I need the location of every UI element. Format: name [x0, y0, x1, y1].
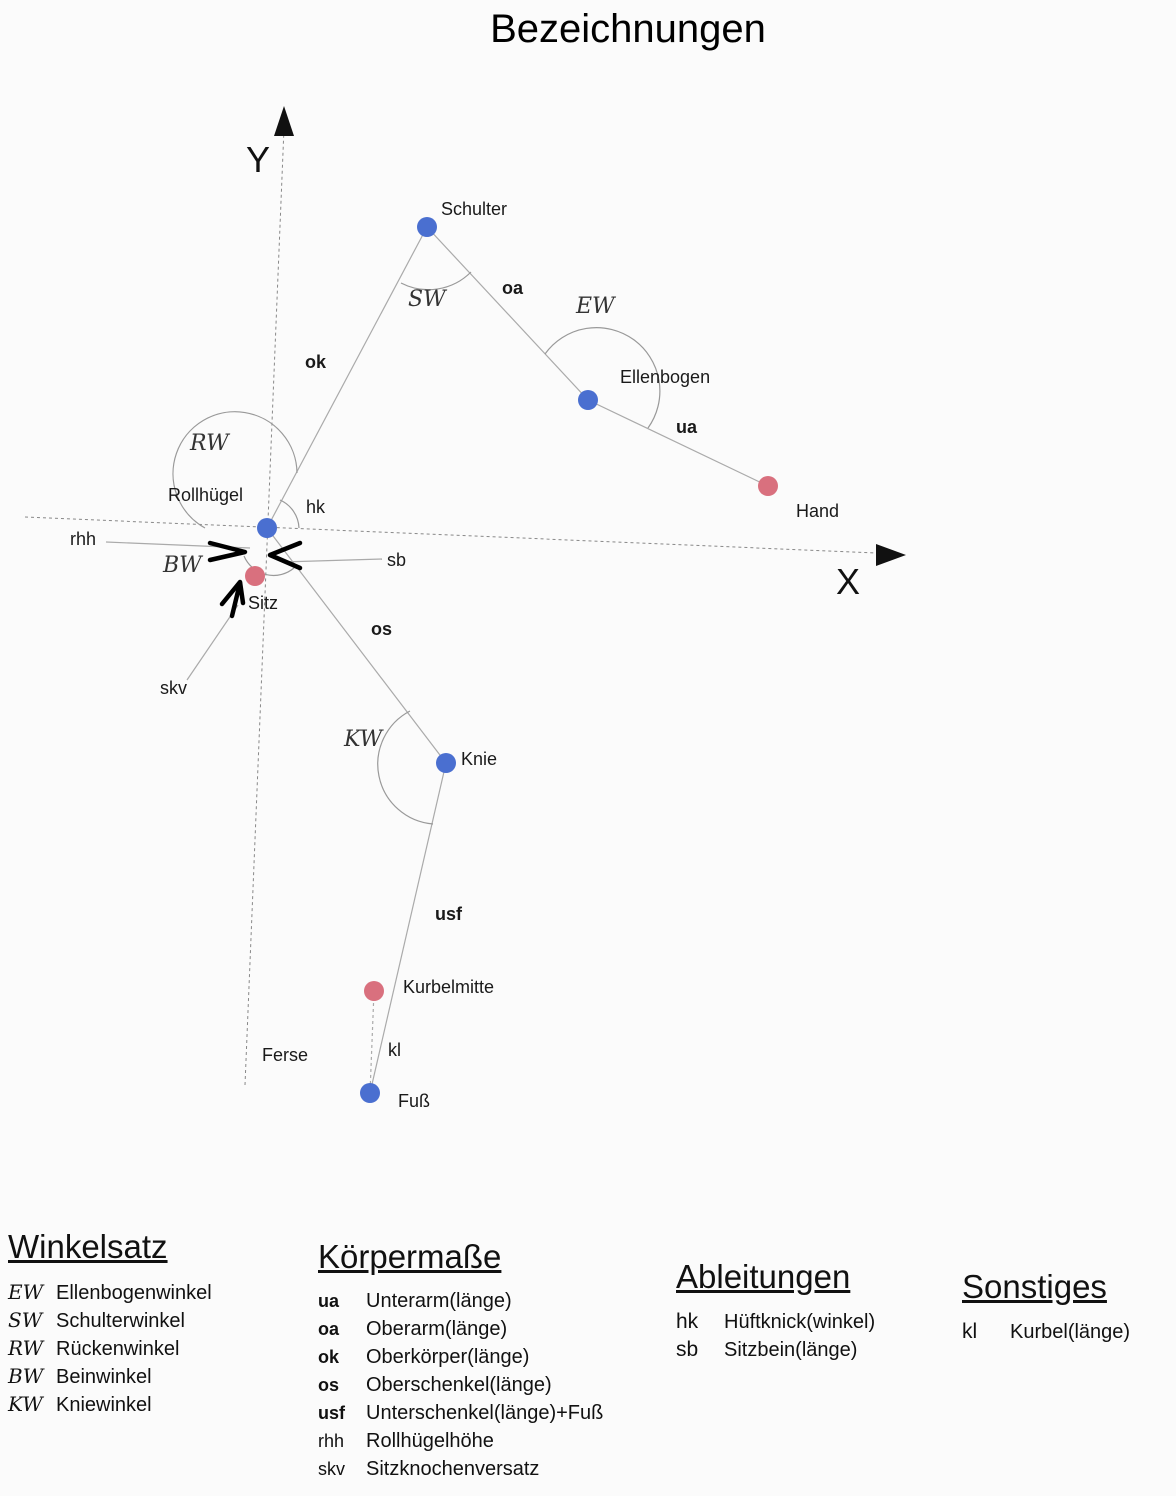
legend-abbr: os — [318, 1375, 340, 1395]
knie-point — [436, 753, 456, 773]
segment-ua-line — [588, 400, 768, 486]
segment-ok-label: ok — [305, 352, 327, 372]
kurbelmitte-label: Kurbelmitte — [403, 977, 495, 997]
legend-abbr: KW — [8, 1392, 43, 1416]
legend-list — [962, 1320, 1162, 1348]
x-axis-arrow — [876, 544, 906, 566]
legend-abbr: usf — [318, 1403, 345, 1423]
hand-label: Hand — [796, 501, 840, 521]
legend-row — [8, 1280, 298, 1308]
knie-label: Knie — [461, 749, 498, 769]
kw-angle-label: KW — [344, 727, 383, 752]
ferse-label: Ferse — [262, 1045, 309, 1065]
legend-abbr: rhh — [318, 1431, 345, 1451]
rollhuegel-point — [257, 518, 277, 538]
legend-text: Beinwinkel — [56, 1366, 152, 1388]
legend-text: Sitzbein(länge) — [724, 1339, 858, 1361]
legend-text: Sitzknochenversatz — [366, 1458, 540, 1480]
ellenbogen-label: Ellenbogen — [620, 367, 711, 387]
bw-angle-label: BW — [163, 553, 202, 578]
page-title: Bezeichnungen — [490, 7, 766, 51]
legend-abbr: sb — [676, 1338, 699, 1361]
legend-text: Unterschenkel(länge)+Fuß — [366, 1402, 604, 1424]
kurbelmitte-point — [364, 981, 384, 1001]
hip-angle-arc — [280, 500, 299, 528]
back-angle-arc — [173, 412, 297, 528]
legend-row — [8, 1392, 298, 1420]
legend-abbr: SW — [8, 1308, 43, 1332]
legend-text: Rollhügelhöhe — [366, 1430, 494, 1452]
legend-text: Ellenbogenwinkel — [56, 1282, 212, 1304]
legend-sonstiges — [962, 1268, 1162, 1348]
fuss-point — [360, 1083, 380, 1103]
sitz-point — [245, 566, 265, 586]
legend-row — [318, 1430, 638, 1458]
legend-list — [8, 1280, 298, 1420]
legend-koerpermasse — [318, 1238, 638, 1486]
legend-row — [318, 1402, 638, 1430]
legend-ableitungen — [676, 1258, 936, 1366]
legend-row — [8, 1336, 298, 1364]
x-axis-label: X — [836, 561, 861, 602]
knee-angle-arc — [378, 711, 433, 824]
legend-text: Oberkörper(länge) — [366, 1346, 530, 1368]
legend-heading: Winkelsatz — [8, 1228, 168, 1265]
rw-angle-label: RW — [190, 431, 229, 456]
legend-text: Unterarm(länge) — [366, 1290, 512, 1312]
legend-row — [8, 1308, 298, 1336]
legend-text: Kniewinkel — [56, 1394, 152, 1416]
legend-row — [962, 1320, 1162, 1348]
segment-os-label: os — [371, 619, 393, 639]
legend-text: Rückenwinkel — [56, 1338, 180, 1360]
legend-row — [8, 1364, 298, 1392]
legend-abbr: oa — [318, 1319, 340, 1339]
legend-abbr: RW — [8, 1336, 44, 1360]
legend-abbr: hk — [676, 1310, 699, 1333]
segment-usf-label: usf — [435, 904, 462, 924]
legend-text: Kurbel(länge) — [1010, 1321, 1131, 1343]
hk-label: hk — [306, 497, 326, 517]
legend-abbr: EW — [8, 1280, 44, 1304]
y-axis-arrow — [274, 106, 294, 136]
legend-abbr: kl — [962, 1320, 978, 1343]
segment-oa-label: oa — [502, 278, 524, 298]
legend-heading: Körpermaße — [318, 1238, 502, 1275]
segment-ua-label: ua — [676, 417, 698, 437]
legend-text: Oberarm(länge) — [366, 1318, 508, 1340]
y-axis-label: Y — [246, 139, 271, 180]
sb-label: sb — [387, 550, 407, 570]
hand-point — [758, 476, 778, 496]
legend-abbr: BW — [8, 1364, 44, 1388]
legend-text: Oberschenkel(länge) — [366, 1374, 552, 1396]
segment-ok-line — [267, 227, 427, 528]
legend-row — [318, 1290, 638, 1318]
legend-heading: Sonstiges — [962, 1268, 1107, 1305]
legend-list — [318, 1290, 638, 1486]
legend-row — [318, 1346, 638, 1374]
legend-heading: Ableitungen — [676, 1258, 851, 1295]
skv-label: skv — [160, 678, 187, 698]
less-than-mark — [270, 543, 300, 568]
sitz-label: Sitz — [248, 593, 279, 613]
legend-abbr: ok — [318, 1347, 340, 1367]
x-axis — [25, 517, 876, 553]
legend-winkelsatz — [8, 1228, 298, 1420]
legend-text: Hüftknick(winkel) — [724, 1311, 876, 1333]
rollhuegel-label: Rollhügel — [168, 485, 244, 505]
ellenbogen-point — [578, 390, 598, 410]
legend-row — [318, 1458, 638, 1486]
legend-row — [676, 1338, 936, 1366]
legend-row — [676, 1310, 936, 1338]
greater-than-mark — [210, 543, 245, 560]
segment-usf-line — [370, 763, 446, 1093]
sw-angle-label: SW — [408, 287, 446, 312]
legend-list — [676, 1310, 936, 1366]
segment-oa-line — [427, 227, 588, 400]
legend-row — [318, 1318, 638, 1346]
legend-abbr: skv — [318, 1459, 345, 1479]
ew-angle-label: EW — [576, 294, 615, 319]
legend-text: Schulterwinkel — [56, 1310, 185, 1332]
fuss-label: Fuß — [398, 1091, 431, 1111]
schulter-label: Schulter — [441, 199, 508, 219]
legend-row — [318, 1374, 638, 1402]
rhh-label: rhh — [70, 529, 97, 549]
schulter-point — [417, 217, 437, 237]
legend-abbr: ua — [318, 1291, 340, 1311]
segment-kl-label: kl — [388, 1040, 401, 1060]
sb-pointer-line — [282, 559, 382, 562]
